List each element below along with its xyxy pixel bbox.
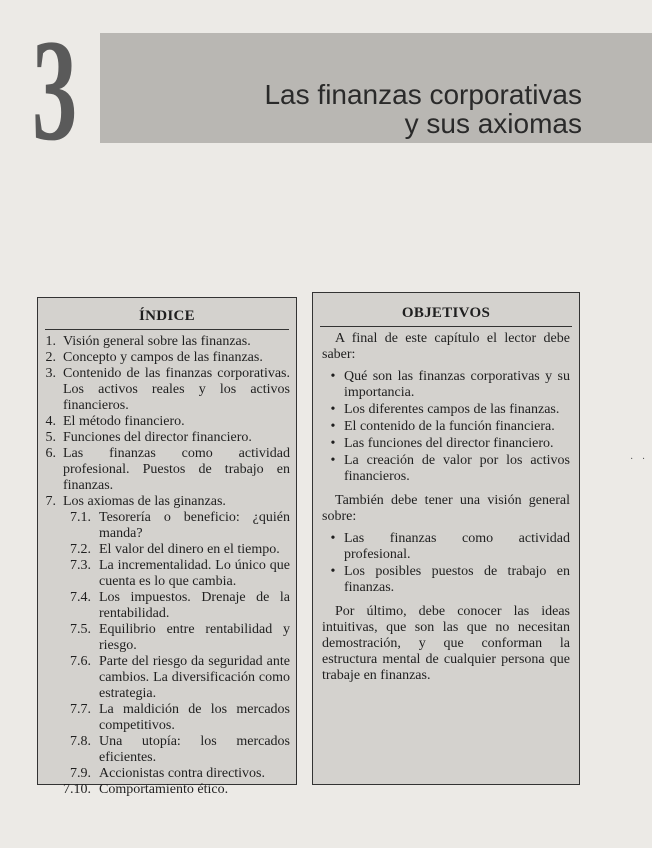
bullet-icon: • bbox=[330, 402, 336, 417]
bullet-icon: • bbox=[330, 453, 336, 468]
toc-subitem bbox=[38, 542, 290, 558]
objetivo-item bbox=[322, 453, 570, 485]
bullet-icon: • bbox=[330, 531, 336, 546]
toc-subitem-number: 7.8. bbox=[70, 734, 91, 749]
toc-item-text: Las finanzas como actividad profesional. Puestos de trabajo en finanzas. bbox=[63, 446, 290, 493]
toc-subitem-number: 7.4. bbox=[70, 590, 91, 605]
toc-subitem-text: Parte del riesgo da seguridad ante cambios. La diversificación como estrategia. bbox=[99, 654, 290, 701]
objetivos-content bbox=[313, 331, 579, 684]
chapter-title bbox=[162, 80, 582, 138]
objetivos-heading: OBJETIVOS bbox=[401, 305, 491, 321]
objetivo-item bbox=[322, 436, 570, 452]
objetivos-intro: A final de este capítulo el lector debe saber: bbox=[322, 331, 570, 362]
toc-subitem-text: La maldición de los mercados competitivos. bbox=[99, 702, 290, 733]
toc-item bbox=[38, 494, 290, 510]
toc-subitem-number: 7.9. bbox=[70, 766, 91, 781]
objetivo-text: Los posibles puestos de trabajo en finanzas. bbox=[344, 564, 570, 595]
toc-item bbox=[38, 414, 290, 430]
margin-mark: · · bbox=[630, 454, 649, 465]
objetivo-text: Qué son las finanzas corporativas y su importancia. bbox=[344, 369, 570, 400]
toc-subitem bbox=[38, 622, 290, 654]
toc-item-text: Contenido de las finanzas corporativas. Los activos reales y los activos financieros. bbox=[63, 366, 290, 413]
objetivo-text: Los diferentes campos de las finanzas. bbox=[344, 402, 560, 417]
toc-subitem bbox=[38, 590, 290, 622]
toc-subitem bbox=[38, 558, 290, 590]
toc-item bbox=[38, 430, 290, 446]
toc-item-text: Concepto y campos de las finanzas. bbox=[63, 350, 263, 365]
objetivos-list-1 bbox=[322, 369, 570, 485]
objetivo-item bbox=[322, 531, 570, 563]
objetivo-item bbox=[322, 369, 570, 401]
toc-item bbox=[38, 446, 290, 494]
toc-subitem-text: Accionistas contra directivos. bbox=[99, 766, 266, 781]
toc-item bbox=[38, 366, 290, 414]
toc-item-number: 3. bbox=[45, 366, 56, 381]
toc-subitem-text: Una utopía: los mercados eficientes. bbox=[99, 734, 290, 765]
chapter-title-line1: Las finanzas corporativas bbox=[264, 79, 582, 110]
objetivo-item bbox=[322, 564, 570, 596]
toc-item-number: 4. bbox=[45, 414, 56, 429]
objetivos-rule bbox=[320, 326, 572, 327]
bullet-icon: • bbox=[330, 436, 336, 451]
chapter-number: 3 bbox=[32, 9, 78, 171]
toc-item-number: 6. bbox=[45, 446, 56, 461]
toc-item-text: El método financiero. bbox=[63, 414, 185, 429]
toc-subitem bbox=[38, 782, 290, 798]
toc-item-text: Funciones del director financiero. bbox=[63, 430, 252, 445]
toc-subitem-number: 7.3. bbox=[70, 558, 91, 573]
toc-subitem bbox=[38, 734, 290, 766]
toc-subitem-text: Equilibrio entre rentabilidad y riesgo. bbox=[99, 622, 290, 653]
indice-list bbox=[38, 334, 296, 798]
toc-subitem-number: 7.10. bbox=[63, 782, 91, 797]
toc-subitem bbox=[38, 702, 290, 734]
toc-item-text: Visión general sobre las finanzas. bbox=[63, 334, 251, 349]
objetivos-paragraph-3: Por último, debe conocer las ideas intuitivas, que son las que no necesitan demostración, y que conforman la estructura mental de cualquier persona que trabaje en finanzas. bbox=[322, 604, 570, 683]
toc-subitem-text: El valor del dinero en el tiempo. bbox=[99, 542, 280, 557]
objetivos-list-2 bbox=[322, 531, 570, 596]
indice-box bbox=[37, 297, 297, 797]
toc-item-number: 7. bbox=[45, 494, 56, 509]
toc-item-number: 2. bbox=[45, 350, 56, 365]
toc-subitem bbox=[38, 510, 290, 542]
objetivo-text: La creación de valor por los activos financieros. bbox=[344, 453, 570, 484]
toc-item-text: Los axiomas de las ginanzas. bbox=[63, 494, 226, 509]
toc-subitem-number: 7.6. bbox=[70, 654, 91, 669]
objetivos-paragraph-2: También debe tener una visión general sobre: bbox=[322, 493, 570, 524]
objetivo-item bbox=[322, 402, 570, 418]
toc-subitem-text: Comportamiento ético. bbox=[99, 782, 229, 797]
objetivos-box bbox=[312, 292, 580, 785]
toc-item-number: 1. bbox=[45, 334, 56, 349]
toc-item bbox=[38, 350, 290, 366]
toc-item bbox=[38, 334, 290, 350]
indice-heading: ÍNDICE bbox=[139, 308, 195, 324]
toc-subitem-number: 7.2. bbox=[70, 542, 91, 557]
bullet-icon: • bbox=[330, 564, 336, 579]
objetivo-text: Las funciones del director financiero. bbox=[344, 436, 554, 451]
toc-subitem bbox=[38, 654, 290, 702]
toc-item-number: 5. bbox=[45, 430, 56, 445]
toc-subitem-text: La incrementalidad. Lo único que cuenta es lo que cambia. bbox=[99, 558, 290, 589]
toc-subitem-number: 7.5. bbox=[70, 622, 91, 637]
objetivo-text: El contenido de la función financiera. bbox=[344, 419, 555, 434]
bullet-icon: • bbox=[330, 419, 336, 434]
objetivo-item bbox=[322, 419, 570, 435]
objetivo-text: Las finanzas como actividad profesional. bbox=[344, 531, 570, 562]
toc-subitem-text: Los impuestos. Drenaje de la rentabilidad. bbox=[99, 590, 290, 621]
chapter-title-line2: y sus axiomas bbox=[404, 108, 582, 139]
toc-subitem-number: 7.1. bbox=[70, 510, 91, 525]
toc-subitem-number: 7.7. bbox=[70, 702, 91, 717]
bullet-icon: • bbox=[330, 369, 336, 384]
toc-subitem bbox=[38, 766, 290, 782]
toc-subitem-text: Tesorería o beneficio: ¿quién manda? bbox=[99, 510, 290, 541]
indice-rule bbox=[45, 329, 289, 330]
